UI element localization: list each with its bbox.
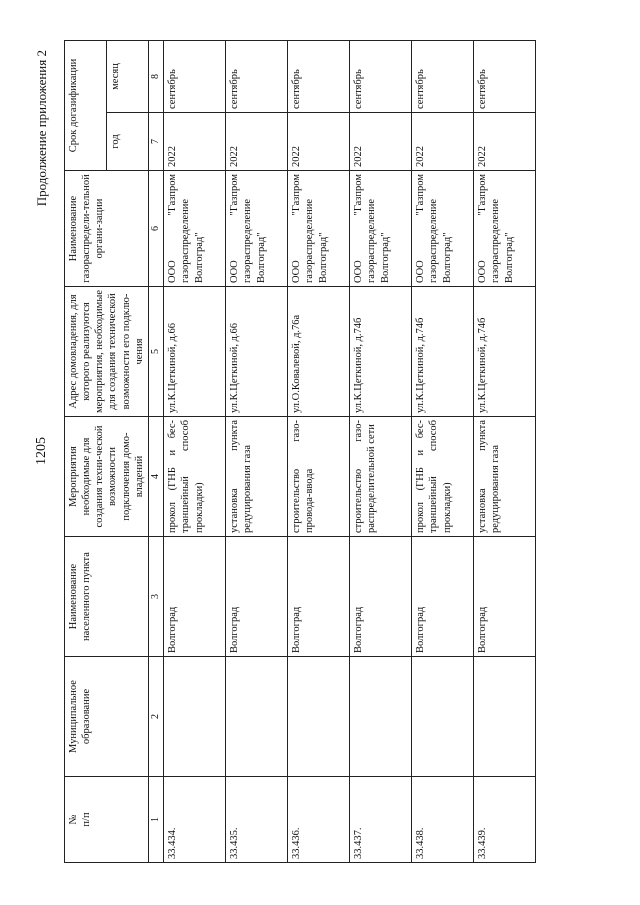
col-number: 4	[148, 417, 164, 537]
row-municipality	[474, 657, 536, 777]
row-settlement: Волгоград	[474, 537, 536, 657]
row-month: сентябрь	[412, 40, 474, 112]
row-settlement: Волгоград	[412, 537, 474, 657]
row-address: ул.К.Цеткиной, д.74б	[474, 287, 536, 417]
col-number: 1	[148, 777, 164, 863]
row-month: сентябрь	[164, 40, 226, 112]
row-municipality	[288, 657, 350, 777]
table-row	[412, 40, 474, 862]
row-number: 33.438.	[412, 777, 474, 863]
col-number: 8	[148, 40, 164, 112]
row-organization: ООО "Газпром газораспределение Волгоград"	[226, 171, 288, 287]
col-number: 6	[148, 171, 164, 287]
row-settlement: Волгоград	[226, 537, 288, 657]
row-address: ул.К.Цеткиной, д.66	[164, 287, 226, 417]
row-measure: прокол (ГНБ и бес-траншейный способ прокладки)	[412, 417, 474, 537]
col-number: 5	[148, 287, 164, 417]
table-row	[350, 40, 412, 862]
header-municipality: Муниципальное образование	[65, 657, 149, 777]
row-organization: ООО "Газпром газораспределение Волгоград"	[164, 171, 226, 287]
row-settlement: Волгоград	[164, 537, 226, 657]
row-number: 33.437.	[350, 777, 412, 863]
row-municipality	[226, 657, 288, 777]
row-number: 33.439.	[474, 777, 536, 863]
row-organization: ООО "Газпром газораспределение Волгоград"	[288, 171, 350, 287]
row-number: 33.436.	[288, 777, 350, 863]
header-address: Адрес домовладения, для которого реализуются мероприятия, необходимые для создания технической возможности его подклю-чения	[65, 287, 149, 417]
row-organization: ООО "Газпром газораспределение Волгоград"	[474, 171, 536, 287]
appendix-table	[64, 40, 536, 863]
column-number-row	[148, 40, 164, 862]
row-year: 2022	[288, 113, 350, 171]
col-number: 3	[148, 537, 164, 657]
row-measure: строительство газо-распределительной сети	[350, 417, 412, 537]
row-measure: прокол (ГНБ и бес-траншейный способ прокладки)	[164, 417, 226, 537]
table-row	[474, 40, 536, 862]
row-month: сентябрь	[226, 40, 288, 112]
header-month: месяц	[106, 40, 148, 112]
col-number: 7	[148, 113, 164, 171]
header-measures: Мероприятия необходимые для создания техни-ческой возможности подключения домо-владений	[65, 417, 149, 537]
row-year: 2022	[164, 113, 226, 171]
header-year: год	[106, 113, 148, 171]
row-settlement: Волгоград	[350, 537, 412, 657]
row-address: ул.К.Цеткиной, д.74б	[350, 287, 412, 417]
row-address: ул.О.Ковалевой, д.76а	[288, 287, 350, 417]
row-measure: установка пункта редуцирования газа	[474, 417, 536, 537]
row-number: 33.434.	[164, 777, 226, 863]
header-organization: Наименование газораспредели-тельной органи-зации	[65, 171, 149, 287]
col-number: 2	[148, 657, 164, 777]
row-month: сентябрь	[350, 40, 412, 112]
row-measure: установка пункта редуцирования газа	[226, 417, 288, 537]
row-year: 2022	[226, 113, 288, 171]
header-deadline: Срок догазификации	[65, 40, 107, 170]
page-number: 1205	[34, 437, 49, 465]
table-row	[288, 40, 350, 862]
table-row	[226, 40, 288, 862]
table-row	[164, 40, 226, 862]
row-municipality	[412, 657, 474, 777]
row-month: сентябрь	[474, 40, 536, 112]
row-year: 2022	[350, 113, 412, 171]
row-month: сентябрь	[288, 40, 350, 112]
row-municipality	[164, 657, 226, 777]
row-municipality	[350, 657, 412, 777]
row-number: 33.435.	[226, 777, 288, 863]
row-address: ул.К.Цеткиной, д.66	[226, 287, 288, 417]
header-num: № п/п	[65, 777, 149, 863]
row-organization: ООО "Газпром газораспределение Волгоград"	[350, 171, 412, 287]
header-settlement: Наименование населенного пункта	[65, 537, 149, 657]
row-year: 2022	[412, 113, 474, 171]
row-settlement: Волгоград	[288, 537, 350, 657]
row-year: 2022	[474, 113, 536, 171]
row-address: ул.К.Цеткиной, д.74б	[412, 287, 474, 417]
row-organization: ООО "Газпром газораспределение Волгоград"	[412, 171, 474, 287]
row-measure: строительство газо-провода-ввода	[288, 417, 350, 537]
continuation-note: Продолжение приложения 2	[34, 50, 49, 207]
